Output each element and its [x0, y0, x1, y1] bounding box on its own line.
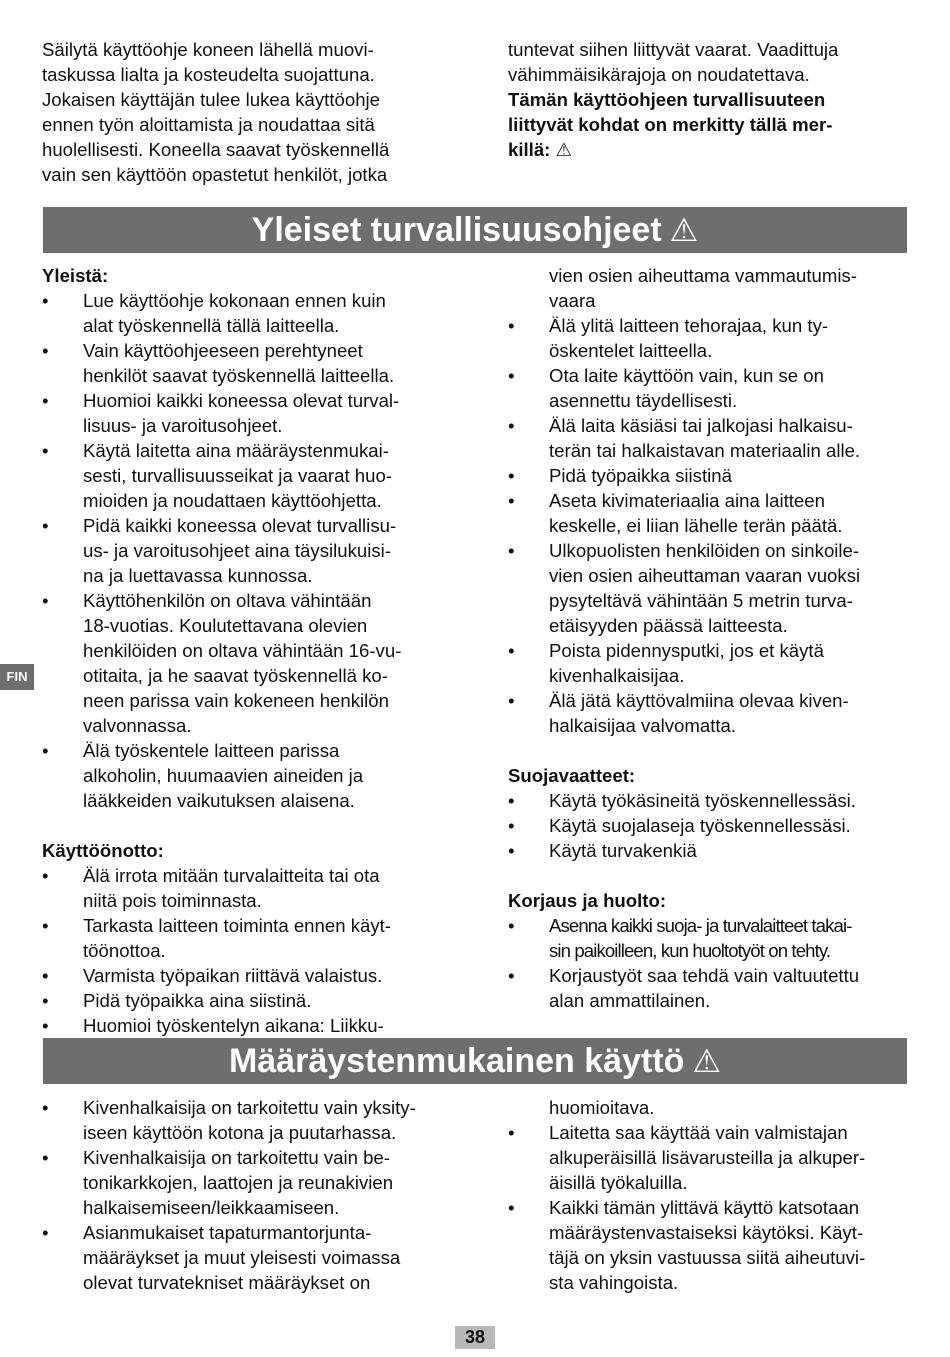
protective-list — [508, 788, 918, 863]
list-item-line: sin paikoilleen, kun huoltotyöt on tehty. — [549, 940, 831, 961]
bullet-dot: • — [42, 1222, 49, 1243]
bullet-dot: • — [508, 815, 515, 836]
bullet-dot: • — [508, 965, 515, 986]
list-item — [42, 513, 452, 588]
list-item-line: Käytä työkäsineitä työskennellessäsi. — [549, 790, 856, 811]
list-item-continuation — [508, 1095, 918, 1120]
page-number: 38 — [455, 1326, 495, 1349]
bullet-dot: • — [42, 865, 49, 886]
list-item-line: Ota laite käyttöön vain, kun se on — [549, 365, 824, 386]
intro-line-bold: Tämän käyttöohjeen turvallisuuteen — [508, 89, 826, 110]
list-item-line: äisillä työkaluilla. — [549, 1172, 688, 1193]
bullet-dot: • — [508, 465, 515, 486]
intro-line: taskussa lialta ja kosteudelta suojattuna. — [42, 64, 375, 85]
list-item-line: kivenhalkaisijaa. — [549, 665, 685, 686]
intro-line: tuntevat siihen liittyvät vaarat. Vaadittuja — [508, 39, 839, 60]
list-item — [508, 538, 918, 638]
list-item-line: määräystenvastaiseksi käytöksi. Käyt- — [549, 1222, 864, 1243]
intended-use-left-column — [42, 1095, 452, 1295]
list-item — [42, 1220, 452, 1295]
list-item-line: määräykset ja muut yleisesti voimassa — [83, 1247, 401, 1268]
list-item-line: halkaisijaa valvomatta. — [549, 715, 737, 736]
list-item-line: Älä irrota mitään turvalaitteita tai ota — [83, 865, 380, 886]
list-item-line: Lue käyttöohje kokonaan ennen kuin — [83, 290, 386, 311]
list-item-line: Kivenhalkaisija on tarkoitettu vain be- — [83, 1147, 390, 1168]
list-item-line: Käytä turvakenkiä — [549, 840, 697, 861]
bullet-dot: • — [42, 990, 49, 1011]
bullet-dot: • — [508, 690, 515, 711]
list-item-line: Poista pidennysputki, jos et käytä — [549, 640, 824, 661]
list-item — [42, 913, 452, 963]
list-item — [42, 288, 452, 338]
general-safety-left-column — [42, 263, 452, 1038]
list-item — [42, 338, 452, 388]
intro-line: vähimmäisikärajoja on noudatettava. — [508, 64, 810, 85]
list-item-line: na ja luettavassa kunnossa. — [83, 565, 313, 586]
list-item — [508, 413, 918, 463]
intro-line: Jokaisen käyttäjän tulee lukea käyttöohje — [42, 89, 381, 110]
language-tab: FIN — [0, 664, 34, 690]
list-item-line: Asianmukaiset tapaturmantorjunta- — [83, 1222, 372, 1243]
list-item-line: henkilöt saavat työskennellä laitteella. — [83, 365, 395, 386]
list-item-line: Kaikki tämän ylittävä käyttö katsotaan — [549, 1197, 860, 1218]
list-item — [42, 988, 452, 1013]
intended-use-list — [42, 1095, 452, 1295]
list-item-line: pysyteltävä vähintään 5 metrin turva- — [549, 590, 853, 611]
list-item — [508, 363, 918, 413]
bullet-dot: • — [42, 515, 49, 536]
bullet-dot: • — [42, 915, 49, 936]
list-item-line: Älä työskentele laitteen parissa — [83, 740, 340, 761]
bullet-dot: • — [42, 440, 49, 461]
list-item-line: Älä laita käsiäsi tai jalkojasi halkaisu- — [549, 415, 853, 436]
list-item-line: alkoholin, huumaavien aineiden ja — [83, 765, 364, 786]
list-item-line: olevat turvatekniset määräykset on — [83, 1272, 371, 1293]
list-item — [42, 1095, 452, 1145]
list-item-line: Pidä työpaikka siistinä — [549, 465, 732, 486]
bullet-dot: • — [508, 640, 515, 661]
list-item-line: Korjaustyöt saa tehdä vain valtuutettu — [549, 965, 860, 986]
list-item-line: valvonnassa. — [83, 715, 192, 736]
bullet-dot: • — [42, 290, 49, 311]
intro-line: huolellisesti. Koneella saavat työskennellä — [42, 139, 390, 160]
heading-startup: Käyttöönotto: — [42, 840, 164, 861]
startup-list — [42, 863, 452, 1038]
bullet-dot: • — [508, 790, 515, 811]
section-title: Yleiset turvallisuusohjeet — [251, 211, 662, 249]
list-item-line: Huomioi kaikki koneessa olevat turval- — [83, 390, 400, 411]
list-item-line: Vain käyttöohjeeseen perehtyneet — [83, 340, 363, 361]
bullet-dot: • — [508, 1122, 515, 1143]
list-item-line: öskentelet laitteella. — [549, 340, 713, 361]
list-item-line: alan ammattilainen. — [549, 990, 711, 1011]
bullet-dot: • — [508, 915, 515, 936]
list-item — [42, 1013, 452, 1038]
continuation-line: vaara — [549, 290, 596, 311]
startup-list-continued — [508, 313, 918, 738]
list-item-line: Asenna kaikki suoja- ja turvalaitteet takai- — [549, 915, 852, 936]
bullet-dot: • — [42, 1015, 49, 1036]
list-item-line: asennettu täydellisesti. — [549, 390, 738, 411]
list-item — [508, 463, 918, 488]
bullet-dot: • — [42, 590, 49, 611]
list-item — [508, 488, 918, 538]
bullet-dot: • — [42, 1097, 49, 1118]
list-item-line: henkilöiden on oltava vähintään 16-vu- — [83, 640, 402, 661]
general-safety-right-column — [508, 263, 918, 1013]
list-item-line: Tarkasta laitteen toiminta ennen käyt- — [83, 915, 391, 936]
list-item — [508, 1195, 918, 1295]
intended-use-list-continued — [508, 1120, 918, 1295]
list-item-line: Pidä kaikki koneessa olevat turvallisu- — [83, 515, 397, 536]
list-item-line: Käyttöhenkilön on oltava vähintään — [83, 590, 372, 611]
warning-icon: ⚠ — [692, 1043, 722, 1079]
list-item-line: Varmista työpaikan riittävä valaistus. — [83, 965, 383, 986]
section-banner-general-safety — [43, 207, 907, 253]
list-item-line: lääkkeiden vaikutuksen alaisena. — [83, 790, 355, 811]
bullet-dot: • — [508, 490, 515, 511]
list-item-line: alat työskennellä tällä laitteella. — [83, 315, 340, 336]
list-item-line: terän tai halkaistavan materiaalin alle. — [549, 440, 861, 461]
heading-protective: Suojavaatteet: — [508, 765, 636, 786]
list-item — [508, 813, 918, 838]
list-item — [42, 863, 452, 913]
list-item-line: Huomioi työskentelyn aikana: Liikku- — [83, 1015, 384, 1036]
continuation-line: huomioitava. — [549, 1097, 655, 1118]
intro-line: Säilytä käyttöohje koneen lähellä muovi- — [42, 39, 374, 60]
list-item — [42, 738, 452, 813]
list-item-line: Ulkopuolisten henkilöiden on sinkoile- — [549, 540, 860, 561]
list-item-line: sta vahingoista. — [549, 1272, 679, 1293]
bullet-dot: • — [508, 540, 515, 561]
list-item-line: Aseta kivimateriaalia aina laitteen — [549, 490, 825, 511]
list-item-line: täjä on yksin vastuussa siitä aiheutuvi- — [549, 1247, 866, 1268]
intro-line-bold: killä: ⚠ — [508, 139, 573, 160]
list-item-line: lisuus- ja varoitusohjeet. — [83, 415, 283, 436]
bullet-dot: • — [508, 365, 515, 386]
list-item — [42, 388, 452, 438]
repair-list — [508, 913, 918, 1013]
bullet-dot: • — [508, 315, 515, 336]
list-item-line: sesti, turvallisuusseikat ja vaarat huo- — [83, 465, 393, 486]
list-item-line: töönottoa. — [83, 940, 166, 961]
bullet-dot: • — [42, 740, 49, 761]
list-item-continuation — [508, 263, 918, 313]
list-item-line: niitä pois toiminnasta. — [83, 890, 262, 911]
list-item — [508, 788, 918, 813]
bullet-dot: • — [508, 415, 515, 436]
bullet-dot: • — [508, 840, 515, 861]
list-item-line: Laitetta saa käyttää vain valmistajan — [549, 1122, 848, 1143]
list-item-line: tonikarkkojen, laattojen ja reunakivien — [83, 1172, 394, 1193]
list-item-line: alkuperäisillä lisävarusteilla ja alkuper- — [549, 1147, 866, 1168]
list-item — [508, 913, 918, 963]
list-item-line: vien osien aiheuttaman vaaran vuoksi — [549, 565, 861, 586]
heading-general: Yleistä: — [42, 265, 109, 286]
bullet-dot: • — [42, 340, 49, 361]
heading-repair: Korjaus ja huolto: — [508, 890, 667, 911]
list-item-line: Käytä suojalaseja työskennellessäsi. — [549, 815, 851, 836]
list-item — [508, 1120, 918, 1195]
list-item — [508, 963, 918, 1013]
warning-icon: ⚠ — [669, 212, 699, 248]
section-title: Määräystenmukainen käyttö — [228, 1042, 685, 1080]
bullet-dot: • — [42, 1147, 49, 1168]
intro-line-bold: liittyvät kohdat on merkitty tällä mer- — [508, 114, 833, 135]
list-item — [42, 963, 452, 988]
bullet-dot: • — [508, 1197, 515, 1218]
list-item — [508, 638, 918, 688]
bullet-dot: • — [42, 965, 49, 986]
list-item — [42, 1145, 452, 1220]
list-item-line: etäisyyden päässä laitteesta. — [549, 615, 788, 636]
list-item — [508, 313, 918, 363]
list-item-line: halkaisemiseen/leikkaamiseen. — [83, 1197, 340, 1218]
list-item-line: otitaita, ja he saavat työskennellä ko- — [83, 665, 388, 686]
list-item-line: neen parissa vain kokeneen henkilön — [83, 690, 389, 711]
list-item — [42, 588, 452, 738]
list-item-line: Älä ylitä laitteen tehorajaa, kun ty- — [549, 315, 829, 336]
list-item-line: Käytä laitetta aina määräystenmukai- — [83, 440, 389, 461]
list-item-line: 18-vuotias. Koulutettavana olevien — [83, 615, 368, 636]
list-item-line: Älä jätä käyttövalmiina olevaa kiven- — [549, 690, 849, 711]
intro-line: vain sen käyttöön opastetut henkilöt, jotka — [42, 164, 388, 185]
section-banner-intended-use — [43, 1038, 907, 1084]
intended-use-right-column — [508, 1095, 918, 1295]
list-item — [508, 688, 918, 738]
intro-right — [508, 37, 918, 162]
intro-line: ennen työn aloittamista ja noudattaa sitä — [42, 114, 375, 135]
list-item-line: us- ja varoitusohjeet aina täysilukuisi- — [83, 540, 391, 561]
bullet-dot: • — [42, 390, 49, 411]
intro-left — [42, 37, 452, 187]
list-item-line: Kivenhalkaisija on tarkoitettu vain yksity- — [83, 1097, 416, 1118]
list-item-line: Pidä työpaikka aina siistinä. — [83, 990, 312, 1011]
continuation-line: vien osien aiheuttama vammautumis- — [549, 265, 857, 286]
list-item — [508, 838, 918, 863]
list-item — [42, 438, 452, 513]
general-list — [42, 288, 452, 813]
list-item-line: iseen käyttöön kotona ja puutarhassa. — [83, 1122, 397, 1143]
list-item-line: keskelle, ei liian lähelle terän päätä. — [549, 515, 843, 536]
list-item-line: mioiden ja noudattaen käyttöohjetta. — [83, 490, 382, 511]
